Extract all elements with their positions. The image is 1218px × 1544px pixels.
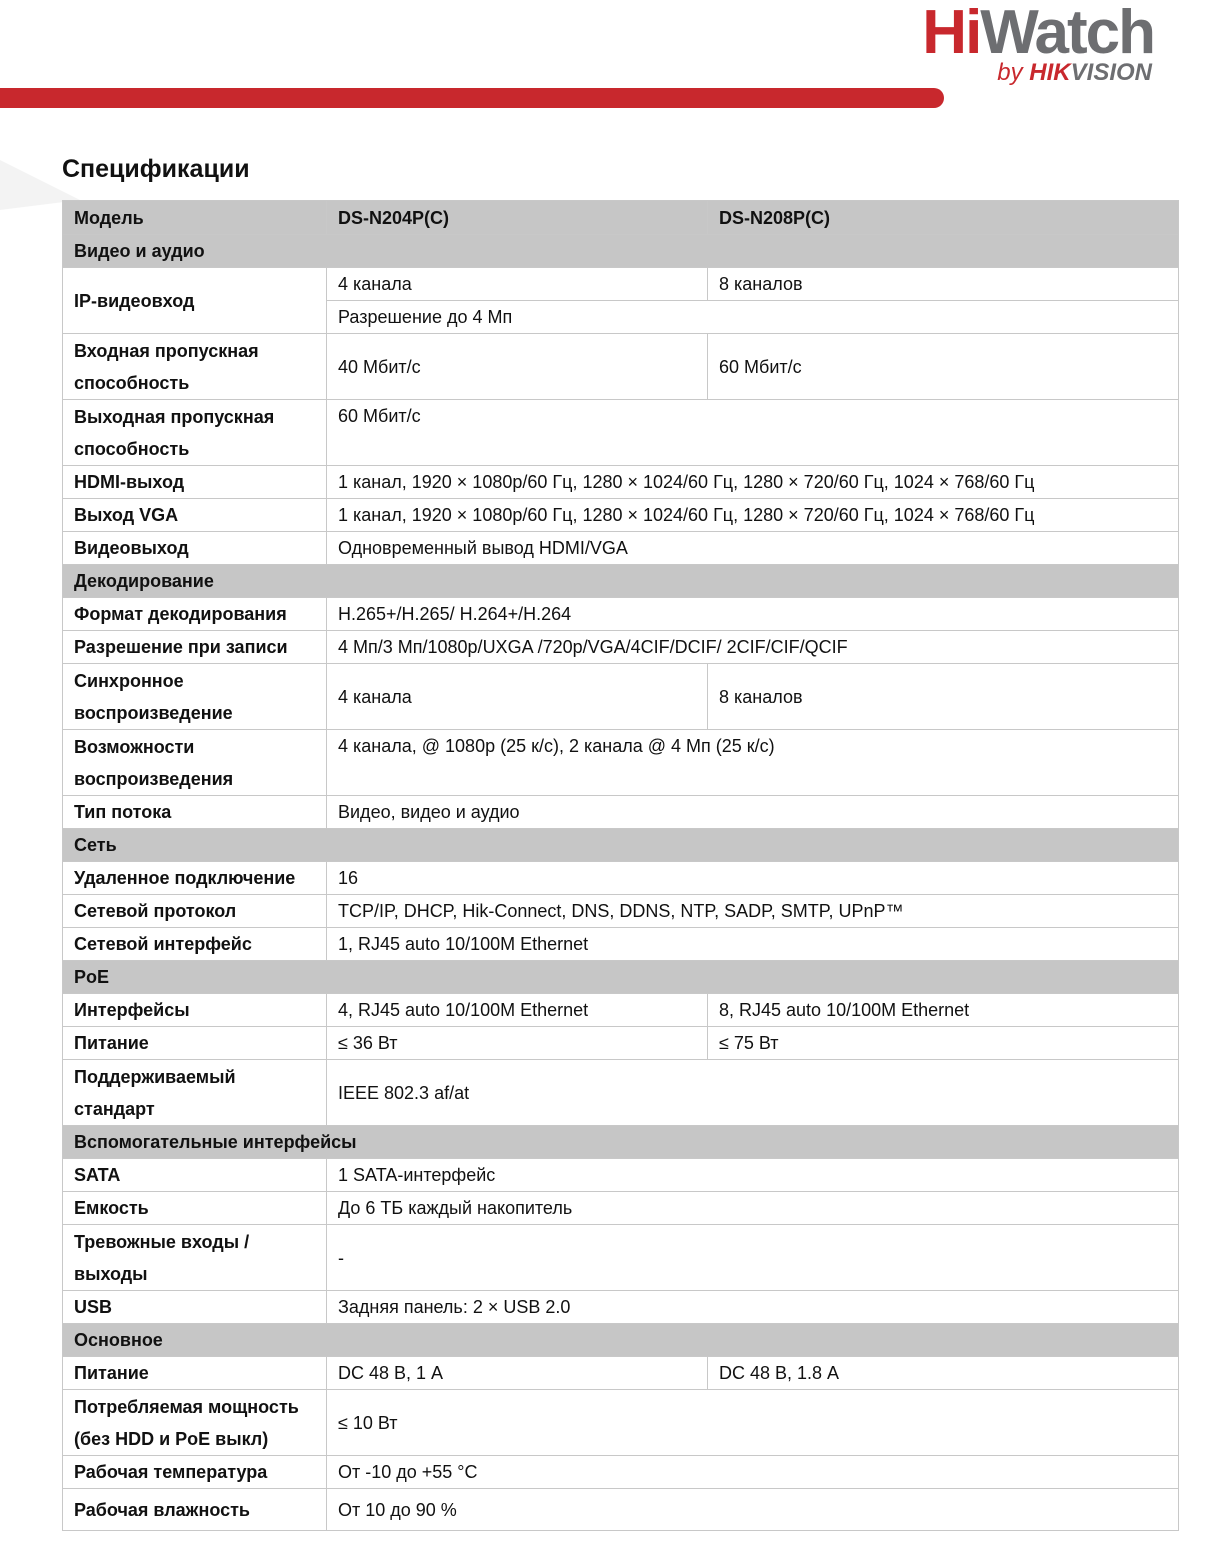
- section-general: Основное: [63, 1324, 1179, 1357]
- row-value: H.265+/H.265/ H.264+/H.264: [327, 598, 1179, 631]
- row-value-1: 4, RJ45 auto 10/100M Ethernet: [327, 994, 708, 1027]
- row-label: SATA: [63, 1159, 327, 1192]
- row-value: 1, RJ45 auto 10/100M Ethernet: [327, 928, 1179, 961]
- row-label: Выходная пропускная способность: [63, 400, 327, 466]
- row-label: Возможности воспроизведения: [63, 730, 327, 796]
- row-value: 1 SATA-интерфейс: [327, 1159, 1179, 1192]
- row-label: Питание: [63, 1357, 327, 1390]
- row-value-2: 60 Мбит/с: [708, 334, 1179, 400]
- table-row: [63, 499, 1179, 532]
- table-row: [63, 862, 1179, 895]
- table-row: [63, 1027, 1179, 1060]
- table-header-row: [63, 201, 1179, 235]
- table-row: [63, 598, 1179, 631]
- row-value: 1 канал, 1920 × 1080p/60 Гц, 1280 × 1024/60 Гц, 1280 × 720/60 Гц, 1024 × 768/60 Гц: [327, 499, 1179, 532]
- row-label: Потребляемая мощность (без HDD и PoE выкл): [63, 1390, 327, 1456]
- table-row: [63, 895, 1179, 928]
- row-value-1: 40 Мбит/с: [327, 334, 708, 400]
- table-row: [63, 796, 1179, 829]
- row-label: IP-видеовход: [63, 268, 327, 334]
- row-value: 4 канала, @ 1080p (25 к/с), 2 канала @ 4 Мп (25 к/с): [327, 730, 1179, 796]
- row-value-2: 8 каналов: [708, 268, 1179, 301]
- table-row: [63, 631, 1179, 664]
- section-row: [63, 235, 1179, 268]
- table-row: [63, 730, 1179, 796]
- row-value: IEEE 802.3 af/at: [327, 1060, 1179, 1126]
- section-row: [63, 565, 1179, 598]
- row-value: 4 Мп/3 Мп/1080p/UXGA /720p/VGA/4CIF/DCIF/ 2CIF/CIF/QCIF: [327, 631, 1179, 664]
- row-label: HDMI-выход: [63, 466, 327, 499]
- row-value: -: [327, 1225, 1179, 1291]
- header-model-label: Модель: [63, 201, 327, 235]
- table-row: [63, 268, 1179, 301]
- table-row: [63, 532, 1179, 565]
- table-row: [63, 1159, 1179, 1192]
- section-video-audio: Видео и аудио: [63, 235, 1179, 268]
- section-row: [63, 1126, 1179, 1159]
- hiwatch-logo: [922, 0, 1190, 90]
- row-value-1: 4 канала: [327, 664, 708, 730]
- row-value-2: 8 каналов: [708, 664, 1179, 730]
- row-label: USB: [63, 1291, 327, 1324]
- row-label: Выход VGA: [63, 499, 327, 532]
- header-red-bar: [0, 88, 944, 108]
- row-value-2: DC 48 В, 1.8 А: [708, 1357, 1179, 1390]
- table-row: [63, 1192, 1179, 1225]
- row-label: Рабочая температура: [63, 1456, 327, 1489]
- row-value-2: 8, RJ45 auto 10/100M Ethernet: [708, 994, 1179, 1027]
- row-label: Сетевой протокол: [63, 895, 327, 928]
- row-value-1: DC 48 В, 1 А: [327, 1357, 708, 1390]
- row-value-1: ≤ 36 Вт: [327, 1027, 708, 1060]
- row-value: 16: [327, 862, 1179, 895]
- row-label: Тревожные входы / выходы: [63, 1225, 327, 1291]
- header-model-1: DS-N204P(C): [327, 201, 708, 235]
- row-value: Задняя панель: 2 × USB 2.0: [327, 1291, 1179, 1324]
- section-row: [63, 1324, 1179, 1357]
- row-label: Разрешение при записи: [63, 631, 327, 664]
- row-label: Сетевой интерфейс: [63, 928, 327, 961]
- row-value: 1 канал, 1920 × 1080p/60 Гц, 1280 × 1024/60 Гц, 1280 × 720/60 Гц, 1024 × 768/60 Гц: [327, 466, 1179, 499]
- row-value-1: 4 канала: [327, 268, 708, 301]
- logo-byline: by HIKVISION: [997, 59, 1152, 86]
- row-value: TCP/IP, DHCP, Hik-Connect, DNS, DDNS, NTP, SADP, SMTP, UPnP™: [327, 895, 1179, 928]
- table-row: [63, 1489, 1179, 1531]
- row-label: Входная пропускная способность: [63, 334, 327, 400]
- row-label: Видеовыход: [63, 532, 327, 565]
- section-row: [63, 961, 1179, 994]
- table-row: [63, 1060, 1179, 1126]
- row-label: Интерфейсы: [63, 994, 327, 1027]
- row-value: ≤ 10 Вт: [327, 1390, 1179, 1456]
- row-value-2: ≤ 75 Вт: [708, 1027, 1179, 1060]
- table-row: [63, 334, 1179, 400]
- row-label: Поддерживаемый стандарт: [63, 1060, 327, 1126]
- row-value: Разрешение до 4 Мп: [327, 301, 1179, 334]
- row-value: От 10 до 90 %: [327, 1489, 1179, 1531]
- row-label: Питание: [63, 1027, 327, 1060]
- table-row: [63, 400, 1179, 466]
- row-label: Тип потока: [63, 796, 327, 829]
- table-row: [63, 664, 1179, 730]
- row-value: Видео, видео и аудио: [327, 796, 1179, 829]
- section-decoding: Декодирование: [63, 565, 1179, 598]
- table-row: [63, 1291, 1179, 1324]
- table-row: [63, 994, 1179, 1027]
- row-label: Рабочая влажность: [63, 1489, 327, 1531]
- header-model-2: DS-N208P(C): [708, 201, 1179, 235]
- section-row: [63, 829, 1179, 862]
- logo-wordmark: HiWatch: [922, 0, 1154, 67]
- spec-table: [62, 200, 1179, 1531]
- row-value: До 6 ТБ каждый накопитель: [327, 1192, 1179, 1225]
- row-label: Удаленное подключение: [63, 862, 327, 895]
- page-title: Спецификации: [62, 155, 250, 183]
- table-row: [63, 1456, 1179, 1489]
- table-row: [63, 1225, 1179, 1291]
- row-label: Синхронное воспроизведение: [63, 664, 327, 730]
- section-network: Сеть: [63, 829, 1179, 862]
- section-aux: Вспомогательные интерфейсы: [63, 1126, 1179, 1159]
- section-poe: PoE: [63, 961, 1179, 994]
- row-value: Одновременный вывод HDMI/VGA: [327, 532, 1179, 565]
- row-value: 60 Мбит/с: [327, 400, 1179, 466]
- table-row: [63, 466, 1179, 499]
- table-row: [63, 1357, 1179, 1390]
- table-row: [63, 928, 1179, 961]
- row-label: Формат декодирования: [63, 598, 327, 631]
- row-label: Емкость: [63, 1192, 327, 1225]
- row-value: От -10 до +55 °C: [327, 1456, 1179, 1489]
- table-row: [63, 1390, 1179, 1456]
